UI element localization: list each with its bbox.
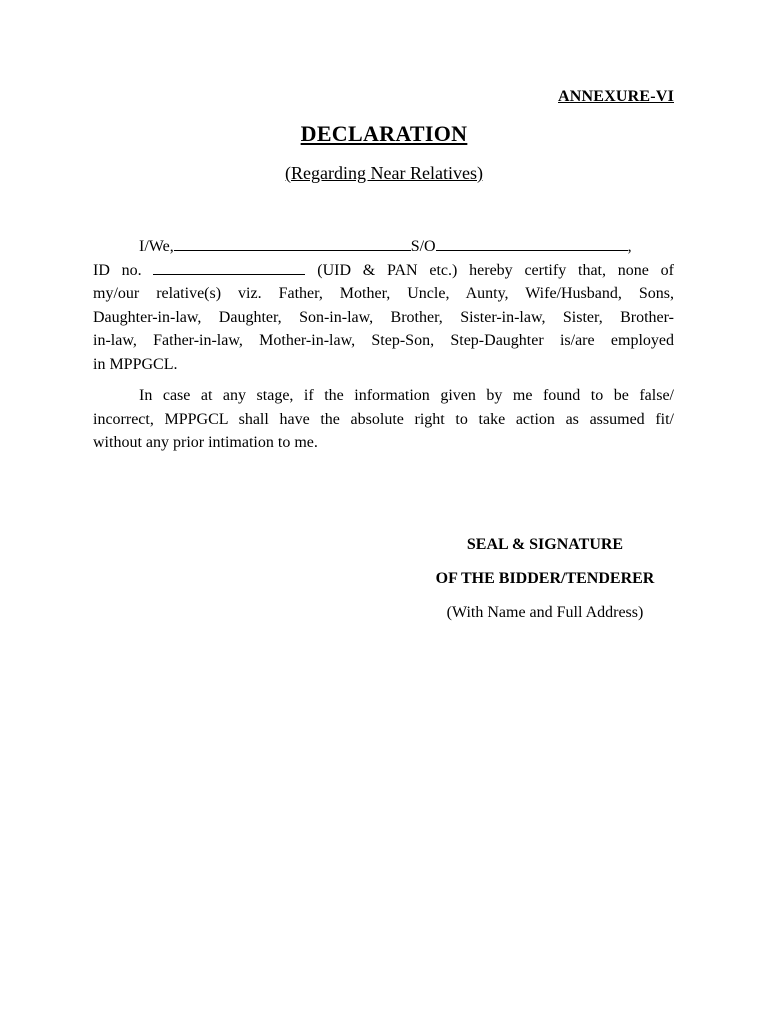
declaration-line-4: Daughter-in-law, Daughter, Son-in-law, Brother, Sister-in-law, Sister, Brother- <box>93 308 674 326</box>
consequence-paragraph <box>93 384 674 455</box>
name-blank-field[interactable] <box>174 235 411 251</box>
so-label: S/O <box>410 238 436 255</box>
line1-comma: , <box>627 238 632 255</box>
declaration-paragraph <box>93 235 674 376</box>
declaration-line-6: in MPPGCL. <box>93 355 178 373</box>
consequence-line-1: In case at any stage, if the information given by me found to be false/ <box>139 387 674 404</box>
declaration-line-1 <box>93 235 674 259</box>
iwe-label: I/We, <box>139 238 174 255</box>
consequence-line-2: incorrect, MPPGCL shall have the absolute right to take action as assumed fit/ <box>93 410 674 428</box>
document-subtitle: (Regarding Near Relatives) <box>285 163 483 183</box>
declaration-body <box>93 235 674 455</box>
id-suffix-text: (UID & PAN etc.) hereby certify that, none of <box>305 261 674 279</box>
id-blank-field[interactable] <box>153 259 305 275</box>
annexure-label: ANNEXURE-VI <box>558 88 674 105</box>
so-blank-field[interactable] <box>436 235 628 251</box>
declaration-line-2 <box>93 259 674 283</box>
declaration-line-5: in-law, Father-in-law, Mother-in-law, Step-Son, Step-Daughter is/are employed <box>93 332 674 349</box>
consequence-line-3: without any prior intimation to me. <box>93 434 318 451</box>
signature-line-2: OF THE BIDDER/TENDERER <box>435 570 655 587</box>
declaration-line-3: my/our relative(s) viz. Father, Mother, Uncle, Aunty, Wife/Husband, Sons, <box>93 285 674 302</box>
signature-line-1: SEAL & SIGNATURE <box>466 536 624 553</box>
signature-line-3: (With Name and Full Address) <box>446 604 644 621</box>
document-title: DECLARATION <box>300 121 468 146</box>
id-no-label: ID no. <box>93 261 142 279</box>
